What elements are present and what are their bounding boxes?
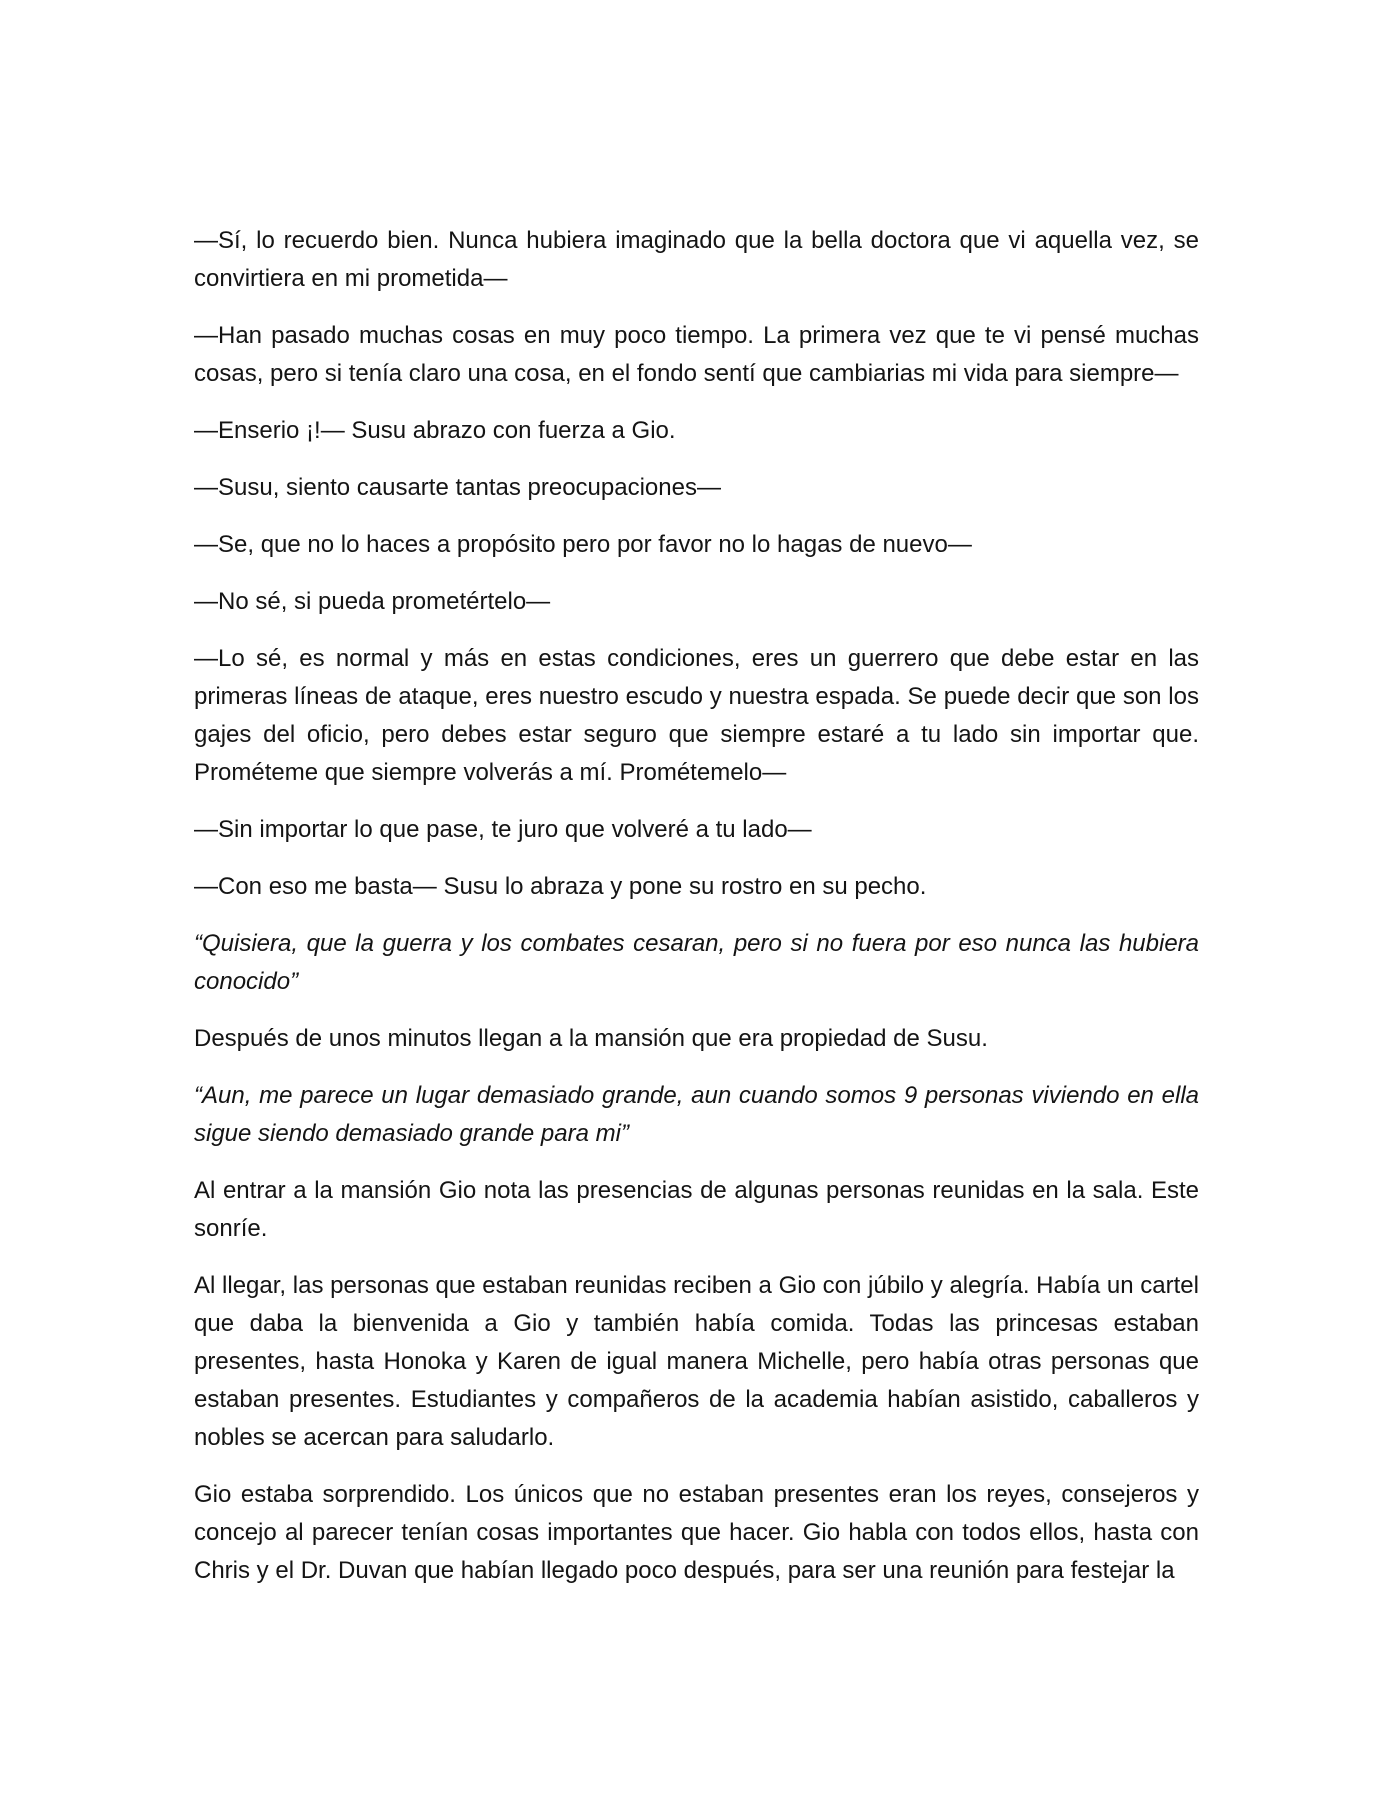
paragraph-6: —No sé, si pueda prometértelo— <box>194 588 551 615</box>
paragraph-7: —Lo sé, es normal y más en estas condiciones, eres un guerrero que debe estar en las primeras líneas de ataque, eres nuestro escudo y nuestra espada. Se puede decir que son los gajes del oficio, pero debes estar seguro que siempre estaré a tu lado sin importar que. Prométeme que siempre volverás a mí. Prométemelo— <box>194 645 1199 786</box>
paragraph-13: Al entrar a la mansión Gio nota las presencias de algunas personas reunidas en la sala. Este sonríe. <box>194 1177 1199 1242</box>
paragraph-14: Al llegar, las personas que estaban reunidas reciben a Gio con júbilo y alegría. Había un cartel que daba la bienvenida a Gio y también había comida. Todas las princesas estaban presentes, hasta Honoka y Karen de igual manera Michelle, pero había otras personas que estaban presentes. Estudiantes y compañeros de la academia habían asistido, caballeros y nobles se acercan para saludarlo. <box>194 1272 1199 1451</box>
paragraph-4: —Susu, siento causarte tantas preocupaciones— <box>194 474 721 501</box>
paragraph-5: —Se, que no lo haces a propósito pero por favor no lo hagas de nuevo— <box>194 531 972 558</box>
paragraph-1: —Sí, lo recuerdo bien. Nunca hubiera imaginado que la bella doctora que vi aquella vez, se convirtiera en mi prometida— <box>194 227 1199 292</box>
paragraph-12-thought: “Aun, me parece un lugar demasiado grande, aun cuando somos 9 personas viviendo en ella sigue siendo demasiado grande para mi” <box>194 1082 1199 1147</box>
paragraph-15: Gio estaba sorprendido. Los únicos que no estaban presentes eran los reyes, consejeros y concejo al parecer tenían cosas importantes que hacer. Gio habla con todos ellos, hasta con Chris y el Dr. Duvan que habían llegado poco después, para ser una reunión para festejar la <box>194 1481 1199 1584</box>
paragraph-9: —Con eso me basta— Susu lo abraza y pone su rostro en su pecho. <box>194 873 927 900</box>
paragraph-3: —Enserio ¡!— Susu abrazo con fuerza a Gio. <box>194 417 676 444</box>
paragraph-10-thought: “Quisiera, que la guerra y los combates cesaran, pero si no fuera por eso nunca las hubiera conocido” <box>194 930 1199 995</box>
paragraph-2: —Han pasado muchas cosas en muy poco tiempo. La primera vez que te vi pensé muchas cosas, pero si tenía claro una cosa, en el fondo sentí que cambiarias mi vida para siempre— <box>194 322 1199 387</box>
document-page <box>194 222 1199 1609</box>
paragraph-11: Después de unos minutos llegan a la mansión que era propiedad de Susu. <box>194 1025 988 1052</box>
paragraph-8: —Sin importar lo que pase, te juro que volveré a tu lado— <box>194 816 812 843</box>
